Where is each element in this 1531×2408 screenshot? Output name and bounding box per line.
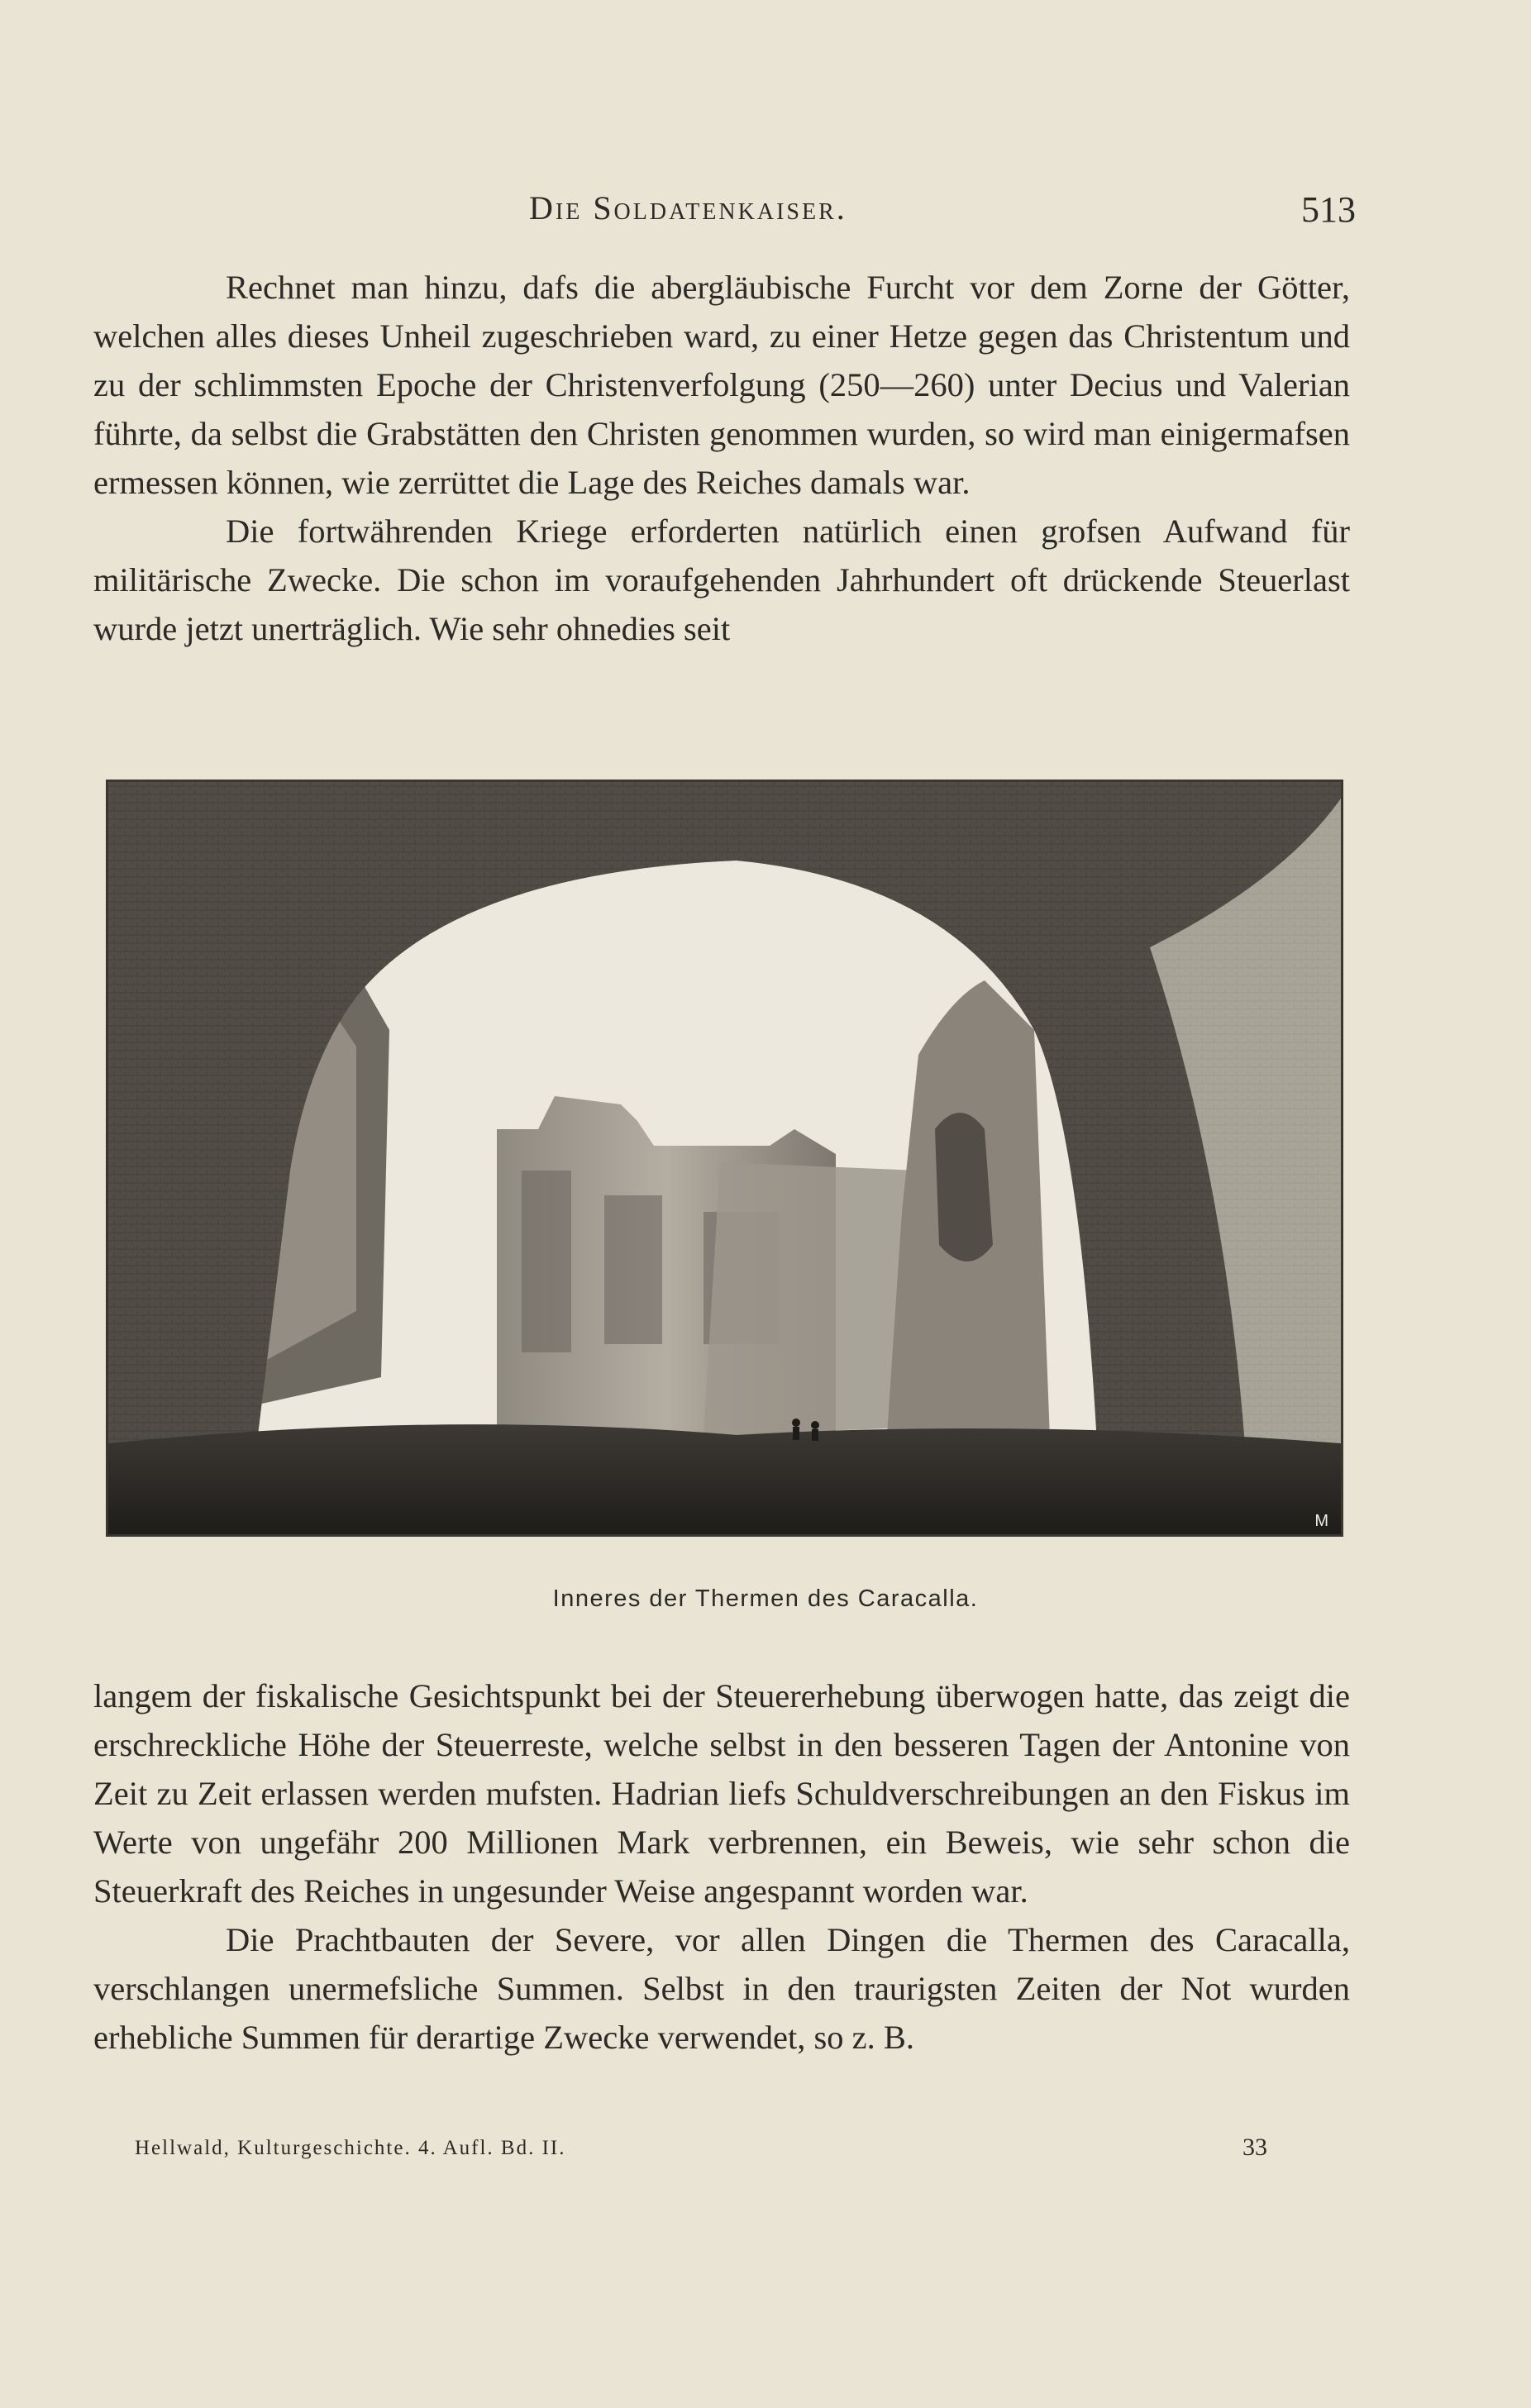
paragraph: Die Prachtbauten der Severe, vor allen Dingen die Thermen des Caracalla, verschlangen unermefsliche Summen. Selbst in den traurigsten Zeiten der Not wurden erhebliche Summen für derartige Zwecke verwendet, so z. B. <box>93 1921 1350 2056</box>
page-header <box>529 188 1356 238</box>
running-title: Die Soldatenkaiser. <box>529 189 847 226</box>
figure-caption: Inneres der Thermen des Caracalla. <box>552 1585 979 1612</box>
page-footer <box>135 2134 1267 2170</box>
page-number: 513 <box>1301 189 1356 230</box>
bibliographic-signature: Hellwald, Kulturgeschichte. 4. Aufl. Bd. II. <box>135 2137 566 2159</box>
ground <box>108 1424 1341 1534</box>
engraver-mark: M <box>1314 1512 1328 1530</box>
paragraph: Die fortwährenden Kriege erforderten natürlich einen grofsen Aufwand für militärische Zwecke. Die schon im voraufgehenden Jahrhundert oft drückende Steuerlast wurde jetzt unerträglich. Wie sehr ohnedies seit <box>93 513 1350 647</box>
paragraph: langem der fiskalische Gesichtspunkt bei der Steuererhebung überwogen hatte, das zeigt die erschreckliche Höhe der Steuerreste, welche selbst in den besseren Tagen der Antonine von Zeit zu Zeit erlassen werden mufsten. Hadrian liefs Schuldverschreibungen an den Fiskus im Werte von ungefähr 200 Millionen Mark verbrennen, ein Beweis, wie sehr schon die Steuerkraft des Reiches in ungesunder Weise angespannt worden war. <box>93 1677 1350 1910</box>
paragraph: Rechnet man hinzu, dafs die abergläubische Furcht vor dem Zorne der Götter, welchen alles dieses Unheil zugeschrieben ward, zu einer Hetze gegen das Christentum und zu der schlimmsten Epoche der Christenverfolgung (250—260) unter Decius und Valerian führte, da selbst die Grabstätten den Christen genommen wurden, so wird man einigermafsen ermessen können, wie zerrüttet die Lage des Reiches damals war. <box>93 269 1350 501</box>
body-text-bottom <box>93 1671 1350 2062</box>
sheet-number: 33 <box>1242 2134 1267 2161</box>
illustration-caracalla-baths <box>106 780 1343 1537</box>
engraving-image <box>108 782 1341 1534</box>
body-text-top <box>93 263 1350 653</box>
